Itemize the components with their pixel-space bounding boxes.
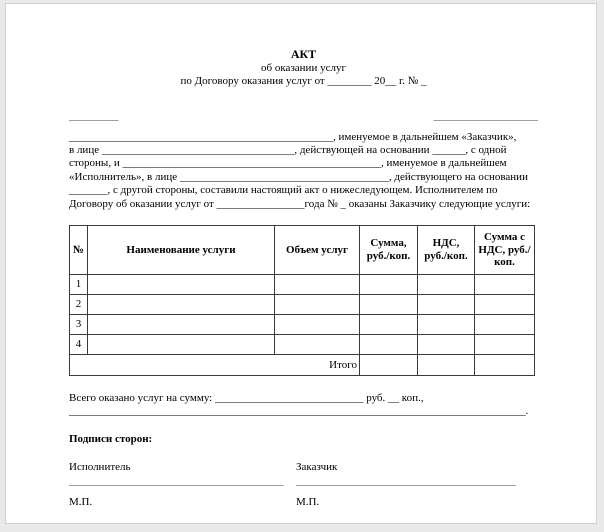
cell-vat [418, 274, 475, 294]
customer-stamp: М.П. [296, 495, 320, 508]
cell-volume [275, 294, 360, 314]
header-amount: Сумма, руб./коп. [360, 225, 418, 274]
cell-service-name [88, 294, 275, 314]
preamble-line: _______, с другой стороны, составили настоящий акт о нижеследующем. Исполнителем по [69, 184, 498, 197]
preamble-paragraph [69, 131, 538, 211]
executor-stamp: М.П. [69, 495, 93, 508]
table-header-row [70, 225, 535, 274]
document-page [5, 3, 597, 524]
total-amount-with-vat-cell [475, 354, 535, 375]
preamble-line: «Исполнитель», в лице ______________________________________, действующего на основании [69, 170, 528, 183]
cell-service-name [88, 274, 275, 294]
cell-num: 1 [70, 274, 88, 294]
cell-amount [360, 334, 418, 354]
header-service-name: Наименование услуги [88, 225, 275, 274]
cell-volume [275, 274, 360, 294]
cell-service-name [88, 314, 275, 334]
total-row [70, 354, 535, 375]
header-vat: НДС, руб./коп. [418, 225, 475, 274]
date-blank-line: ___________________ [433, 109, 538, 122]
total-vat-cell [418, 354, 475, 375]
cell-num: 2 [70, 294, 88, 314]
cell-amount-with-vat [475, 314, 535, 334]
amount-in-words-line: ___________________________________________________________________________________. [69, 405, 529, 418]
customer-signature-line: ________________________________________ [296, 474, 516, 487]
place-date-row [69, 110, 538, 123]
cell-vat [418, 294, 475, 314]
header-amount-with-vat: Сумма с НДС, руб./коп. [475, 225, 535, 274]
header-volume: Объем услуг [275, 225, 360, 274]
total-amount-line: Всего оказано услуг на сумму: ___________________________ руб. __ коп., [69, 391, 424, 404]
total-label: Итого [70, 354, 360, 375]
executor-label: Исполнитель [69, 460, 131, 473]
table-row [70, 334, 535, 354]
header-num: № [70, 225, 88, 274]
summary-block [69, 392, 538, 419]
services-table [69, 225, 535, 376]
title-subject: об оказании услуг [261, 61, 346, 74]
table-row [70, 314, 535, 334]
cell-vat [418, 314, 475, 334]
cell-amount-with-vat [475, 334, 535, 354]
customer-label: Заказчик [296, 460, 338, 473]
cell-service-name [88, 334, 275, 354]
cell-volume [275, 314, 360, 334]
cell-amount-with-vat [475, 294, 535, 314]
title-act: АКТ [290, 47, 317, 61]
cell-volume [275, 334, 360, 354]
cell-vat [418, 334, 475, 354]
cell-amount [360, 274, 418, 294]
place-blank-line: _________ [69, 109, 119, 122]
title-contract-ref: по Договору оказания услуг от ________ 20__ г. № _ [180, 75, 427, 87]
cell-amount-with-vat [475, 274, 535, 294]
signatures-heading: Подписи сторон: [69, 432, 153, 445]
preamble-line: стороны, и _______________________________________________, именуемое в дальнейшем [69, 157, 507, 170]
customer-column [296, 461, 538, 508]
executor-column [69, 461, 296, 508]
preamble-line: Договору об оказании услуг от ________________года № _ оказаны Заказчику следующие услуги: [69, 197, 531, 210]
total-amount-cell [360, 354, 418, 375]
preamble-line: ________________________________________________, именуемое в дальнейшем «Заказчик», [69, 130, 517, 143]
executor-signature-line: _______________________________________ [69, 474, 284, 487]
preamble-line: в лице ___________________________________, действующей на основании ______, с одной [69, 143, 507, 156]
cell-num: 4 [70, 334, 88, 354]
title-block [69, 48, 538, 89]
signatures-block [69, 461, 538, 508]
cell-amount [360, 294, 418, 314]
table-row [70, 274, 535, 294]
cell-amount [360, 314, 418, 334]
table-row [70, 294, 535, 314]
cell-num: 3 [70, 314, 88, 334]
